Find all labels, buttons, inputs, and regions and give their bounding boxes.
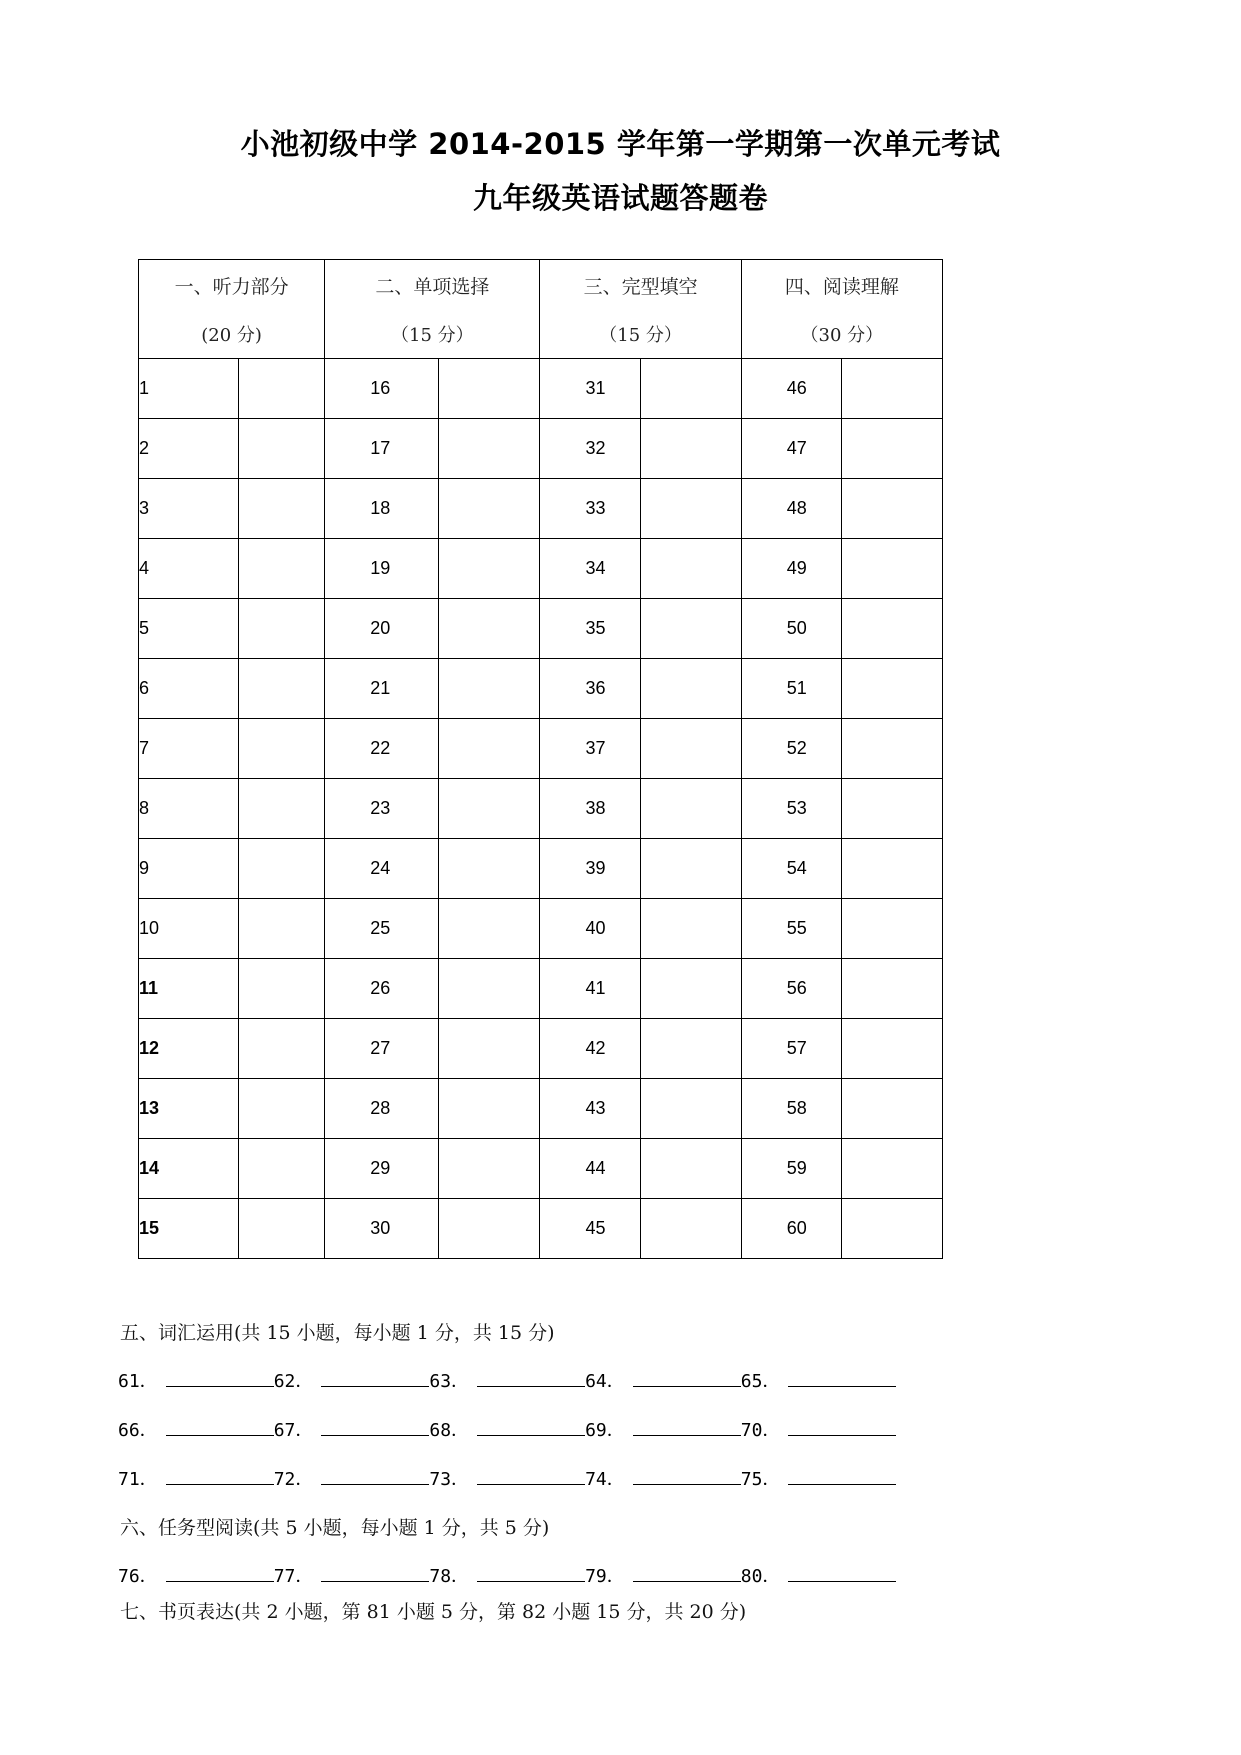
fill-label: 74． — [585, 1469, 625, 1490]
answer-blank[interactable] — [477, 1419, 585, 1436]
answer-cell[interactable] — [640, 1199, 741, 1259]
fill-item — [429, 1562, 585, 1588]
question-number: 20 — [325, 599, 439, 659]
header-single-choice: 二、单项选择 （15 分） — [325, 260, 540, 359]
question-number: 32 — [540, 419, 640, 479]
question-number: 57 — [741, 1019, 841, 1079]
answer-cell[interactable] — [239, 1079, 325, 1139]
fill-item — [585, 1562, 741, 1588]
fill-label: 66． — [118, 1420, 158, 1441]
question-number: 43 — [540, 1079, 640, 1139]
question-number: 60 — [741, 1199, 841, 1259]
answer-cell[interactable] — [439, 359, 540, 419]
table-row — [139, 1019, 943, 1079]
answer-cell[interactable] — [439, 419, 540, 479]
answer-blank[interactable] — [633, 1370, 741, 1387]
question-number: 51 — [741, 659, 841, 719]
fill-row — [118, 1416, 896, 1442]
fill-item — [274, 1416, 430, 1442]
answer-blank[interactable] — [477, 1565, 585, 1582]
table-row — [139, 959, 943, 1019]
table-row — [139, 839, 943, 899]
question-number: 30 — [325, 1199, 439, 1259]
question-number: 3 — [139, 479, 239, 539]
answer-cell[interactable] — [841, 839, 942, 899]
question-number: 31 — [540, 359, 640, 419]
fill-item — [429, 1416, 585, 1442]
table-row — [139, 899, 943, 959]
fill-item — [741, 1416, 897, 1442]
question-number: 13 — [139, 1079, 239, 1139]
question-number: 58 — [741, 1079, 841, 1139]
answer-blank[interactable] — [788, 1468, 896, 1485]
table-row — [139, 479, 943, 539]
fill-label: 79． — [585, 1566, 625, 1587]
answer-cell[interactable] — [841, 659, 942, 719]
header-reading: 四、阅读理解 （30 分） — [741, 260, 942, 359]
answer-cell[interactable] — [239, 419, 325, 479]
question-number: 25 — [325, 899, 439, 959]
answer-cell[interactable] — [841, 419, 942, 479]
fill-row — [118, 1465, 896, 1491]
fill-label: 71． — [118, 1469, 158, 1490]
answer-table — [138, 259, 943, 1259]
answer-blank[interactable] — [788, 1419, 896, 1436]
answer-cell[interactable] — [239, 899, 325, 959]
answer-cell[interactable] — [841, 359, 942, 419]
answer-cell[interactable] — [841, 899, 942, 959]
table-row — [139, 1199, 943, 1259]
answer-blank[interactable] — [166, 1370, 274, 1387]
question-number: 2 — [139, 419, 239, 479]
answer-cell[interactable] — [841, 539, 942, 599]
question-number: 55 — [741, 899, 841, 959]
question-number: 48 — [741, 479, 841, 539]
answer-cell[interactable] — [640, 1019, 741, 1079]
fill-item — [585, 1367, 741, 1393]
question-number: 26 — [325, 959, 439, 1019]
table-row — [139, 659, 943, 719]
question-number: 17 — [325, 419, 439, 479]
answer-blank[interactable] — [477, 1468, 585, 1485]
answer-blank[interactable] — [633, 1565, 741, 1582]
answer-cell[interactable] — [239, 779, 325, 839]
table-row — [139, 1079, 943, 1139]
fill-label: 65． — [740, 1371, 781, 1392]
answer-cell[interactable] — [239, 479, 325, 539]
question-number: 45 — [540, 1199, 640, 1259]
answer-cell[interactable] — [841, 1139, 942, 1199]
question-number: 4 — [139, 539, 239, 599]
table-row — [139, 719, 943, 779]
answer-cell[interactable] — [640, 719, 741, 779]
answer-cell[interactable] — [640, 599, 741, 659]
question-number: 16 — [325, 359, 439, 419]
question-number: 5 — [139, 599, 239, 659]
question-number: 40 — [540, 899, 640, 959]
question-number: 35 — [540, 599, 640, 659]
question-number: 22 — [325, 719, 439, 779]
answer-cell[interactable] — [841, 1019, 942, 1079]
fill-label: 78． — [429, 1566, 470, 1587]
answer-blank[interactable] — [166, 1468, 274, 1485]
table-row — [139, 599, 943, 659]
table-row — [139, 419, 943, 479]
page-title: 小池初级中学 2014-2015 学年第一学期第一次单元考试 — [240, 127, 1001, 161]
question-number: 53 — [741, 779, 841, 839]
question-number: 15 — [139, 1199, 239, 1259]
answer-cell[interactable] — [439, 899, 540, 959]
fill-row — [118, 1367, 896, 1393]
fill-item — [274, 1562, 430, 1588]
question-number: 10 — [139, 899, 239, 959]
answer-cell[interactable] — [841, 1199, 942, 1259]
answer-cell[interactable] — [439, 659, 540, 719]
fill-item — [429, 1465, 585, 1491]
answer-cell[interactable] — [439, 959, 540, 1019]
fill-row — [118, 1562, 896, 1588]
answer-cell[interactable] — [640, 659, 741, 719]
answer-cell[interactable] — [640, 479, 741, 539]
answer-cell[interactable] — [239, 959, 325, 1019]
question-number: 39 — [540, 839, 640, 899]
answer-cell[interactable] — [439, 599, 540, 659]
fill-item — [118, 1465, 274, 1491]
answer-cell[interactable] — [640, 359, 741, 419]
question-number: 28 — [325, 1079, 439, 1139]
answer-blank[interactable] — [477, 1370, 585, 1387]
fill-label: 64． — [585, 1371, 625, 1392]
fill-label: 67． — [273, 1420, 314, 1441]
question-number: 19 — [325, 539, 439, 599]
table-header-row — [139, 260, 943, 359]
question-number: 42 — [540, 1019, 640, 1079]
table-row — [139, 539, 943, 599]
answer-cell[interactable] — [640, 1079, 741, 1139]
answer-blank[interactable] — [321, 1468, 429, 1485]
question-number: 38 — [540, 779, 640, 839]
question-number: 23 — [325, 779, 439, 839]
question-number: 52 — [741, 719, 841, 779]
answer-cell[interactable] — [640, 839, 741, 899]
answer-cell[interactable] — [841, 1079, 942, 1139]
question-number: 24 — [325, 839, 439, 899]
question-number: 54 — [741, 839, 841, 899]
question-number: 12 — [139, 1019, 239, 1079]
table-row — [139, 1139, 943, 1199]
answer-cell[interactable] — [239, 719, 325, 779]
question-number: 34 — [540, 539, 640, 599]
question-number: 44 — [540, 1139, 640, 1199]
fill-item — [118, 1416, 274, 1442]
answer-cell[interactable] — [439, 1079, 540, 1139]
question-number: 14 — [139, 1139, 239, 1199]
answer-blank[interactable] — [633, 1419, 741, 1436]
answer-cell[interactable] — [841, 719, 942, 779]
answer-cell[interactable] — [841, 779, 942, 839]
answer-blank[interactable] — [166, 1565, 274, 1582]
answer-cell[interactable] — [239, 1199, 325, 1259]
fill-item — [585, 1416, 741, 1442]
answer-cell[interactable] — [640, 959, 741, 1019]
fill-label: 80． — [740, 1566, 781, 1587]
question-number: 49 — [741, 539, 841, 599]
fill-label: 73． — [429, 1469, 470, 1490]
fill-label: 72． — [273, 1469, 314, 1490]
answer-cell[interactable] — [239, 599, 325, 659]
answer-cell[interactable] — [239, 1139, 325, 1199]
answer-cell[interactable] — [439, 719, 540, 779]
header-cloze: 三、完型填空 （15 分） — [540, 260, 741, 359]
table-row — [139, 359, 943, 419]
answer-cell[interactable] — [239, 839, 325, 899]
answer-blank[interactable] — [633, 1468, 741, 1485]
answer-cell[interactable] — [439, 1199, 540, 1259]
answer-cell[interactable] — [239, 659, 325, 719]
fill-label: 76． — [118, 1566, 158, 1587]
table-row — [139, 779, 943, 839]
answer-cell[interactable] — [640, 539, 741, 599]
question-number: 46 — [741, 359, 841, 419]
answer-cell[interactable] — [439, 779, 540, 839]
section7-title: 七、书页表达(共 2 小题，第 81 小题 5 分，第 82 小题 15 分，共 20 分) — [120, 1601, 747, 1623]
fill-label: 68． — [429, 1420, 470, 1441]
question-number: 27 — [325, 1019, 439, 1079]
fill-label: 77． — [273, 1566, 314, 1587]
question-number: 11 — [139, 959, 239, 1019]
answer-cell[interactable] — [239, 359, 325, 419]
question-number: 37 — [540, 719, 640, 779]
answer-blank[interactable] — [788, 1565, 896, 1582]
question-number: 21 — [325, 659, 439, 719]
question-number: 29 — [325, 1139, 439, 1199]
fill-item — [741, 1367, 897, 1393]
answer-cell[interactable] — [841, 599, 942, 659]
question-number: 33 — [540, 479, 640, 539]
answer-cell[interactable] — [640, 419, 741, 479]
answer-blank[interactable] — [166, 1419, 274, 1436]
answer-cell[interactable] — [841, 479, 942, 539]
answer-cell[interactable] — [239, 539, 325, 599]
question-number: 41 — [540, 959, 640, 1019]
fill-label: 69． — [585, 1420, 625, 1441]
fill-label: 61． — [118, 1371, 158, 1392]
question-number: 47 — [741, 419, 841, 479]
page-subtitle: 九年级英语试题答题卷 — [472, 181, 768, 215]
answer-cell[interactable] — [640, 1139, 741, 1199]
fill-label: 70． — [740, 1420, 781, 1441]
fill-item — [274, 1465, 430, 1491]
question-number: 9 — [139, 839, 239, 899]
fill-item — [274, 1367, 430, 1393]
section5-title: 五、词汇运用(共 15 小题，每小题 1 分，共 15 分) — [120, 1322, 555, 1344]
fill-item — [118, 1562, 274, 1588]
fill-item — [585, 1465, 741, 1491]
question-number: 50 — [741, 599, 841, 659]
answer-blank[interactable] — [321, 1370, 429, 1387]
answer-cell[interactable] — [239, 1019, 325, 1079]
answer-blank[interactable] — [788, 1370, 896, 1387]
question-number: 36 — [540, 659, 640, 719]
fill-item — [429, 1367, 585, 1393]
answer-cell[interactable] — [439, 479, 540, 539]
question-number: 7 — [139, 719, 239, 779]
fill-label: 63． — [429, 1371, 470, 1392]
answer-cell[interactable] — [439, 539, 540, 599]
answer-cell[interactable] — [439, 1019, 540, 1079]
fill-label: 75． — [740, 1469, 781, 1490]
fill-item — [118, 1367, 274, 1393]
answer-cell[interactable] — [439, 1139, 540, 1199]
question-number: 59 — [741, 1139, 841, 1199]
answer-cell[interactable] — [640, 899, 741, 959]
question-number: 56 — [741, 959, 841, 1019]
question-number: 6 — [139, 659, 239, 719]
fill-item — [741, 1465, 897, 1491]
section6-title: 六、任务型阅读(共 5 小题，每小题 1 分，共 5 分) — [120, 1517, 550, 1539]
question-number: 8 — [139, 779, 239, 839]
header-listening: 一、听力部分 (20 分) — [139, 260, 325, 359]
answer-cell[interactable] — [841, 959, 942, 1019]
answer-cell[interactable] — [640, 779, 741, 839]
fill-item — [741, 1562, 897, 1588]
question-number: 18 — [325, 479, 439, 539]
answer-blank[interactable] — [321, 1565, 429, 1582]
question-number: 1 — [139, 359, 239, 419]
answer-blank[interactable] — [321, 1419, 429, 1436]
fill-label: 62． — [273, 1371, 314, 1392]
answer-cell[interactable] — [439, 839, 540, 899]
